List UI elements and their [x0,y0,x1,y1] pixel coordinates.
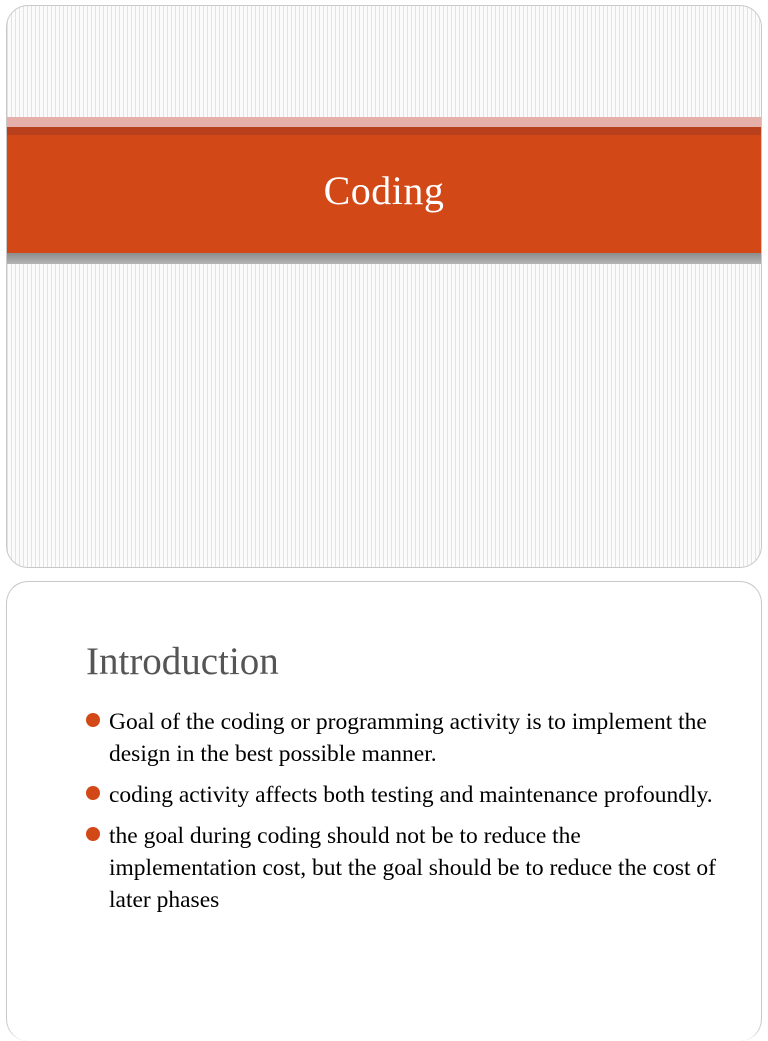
bullet-text: the goal during coding should not be to reduce the implementation cost, but the goal should be to reduce the cost of later phases [109,823,716,913]
title-band-edge [7,127,761,135]
bullet-dot-icon [86,713,100,727]
bullet-list [84,706,724,925]
bullet-text: coding activity affects both testing and maintenance profoundly. [109,782,713,808]
content-slide [6,581,762,1041]
title-band-shadow [7,253,761,264]
bullet-item [84,779,724,811]
title-band-highlight [7,117,761,127]
bullet-dot-icon [86,827,100,841]
bullet-item [84,706,724,770]
bullet-item [84,820,724,916]
title-band [7,135,761,253]
slide-title: Coding [323,167,445,213]
bullet-text: Goal of the coding or programming activity is to implement the design in the best possible manner. [109,709,707,767]
bullet-dot-icon [86,786,100,800]
title-slide [6,5,762,568]
section-heading: Introduction [86,640,279,683]
